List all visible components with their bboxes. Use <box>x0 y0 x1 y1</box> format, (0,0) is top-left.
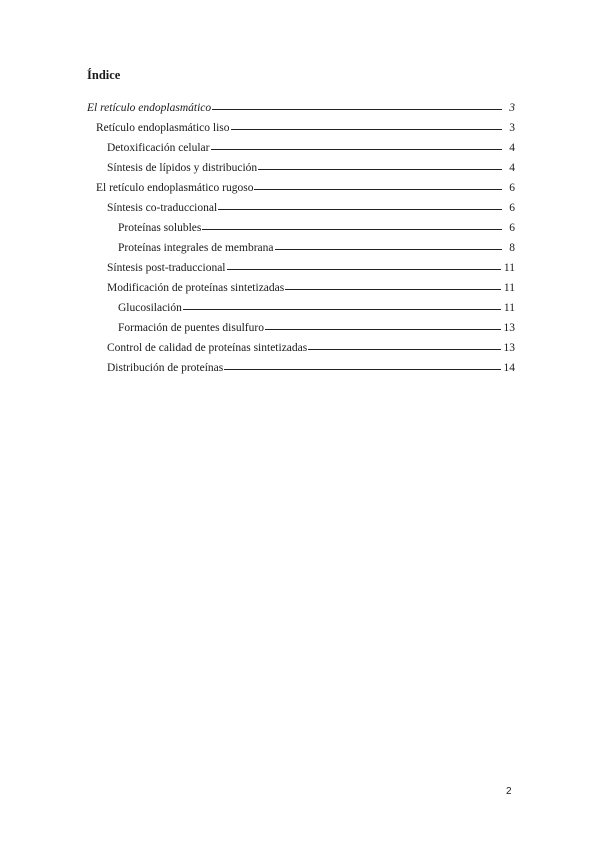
toc-entry[interactable] <box>87 314 515 334</box>
toc-entry-label: Proteínas integrales de membrana <box>118 242 274 254</box>
toc-leader-line <box>212 108 502 110</box>
toc-entry-page: 11 <box>503 282 515 294</box>
toc-entry-label: Modificación de proteínas sintetizadas <box>107 282 285 294</box>
toc-entry-label: El retículo endoplasmático <box>87 102 212 114</box>
toc-entry[interactable] <box>87 114 515 134</box>
toc-leader-line <box>308 348 500 350</box>
toc-entry[interactable] <box>87 234 515 254</box>
toc-entry-label: El retículo endoplasmático rugoso <box>96 182 254 194</box>
toc-leader-line <box>285 288 501 290</box>
toc-leader-line <box>218 208 502 210</box>
toc-leader-line <box>254 188 502 190</box>
toc-entry-label: Proteínas solubles <box>118 222 202 234</box>
toc-entry-page: 11 <box>503 262 515 274</box>
toc-entry[interactable] <box>87 214 515 234</box>
toc-entry-label: Síntesis de lípidos y distribución <box>107 162 258 174</box>
toc-entry-label: Control de calidad de proteínas sintetizadas <box>107 342 308 354</box>
toc-leader-line <box>231 128 502 130</box>
page-number: 2 <box>506 786 512 797</box>
toc-leader-line <box>265 328 501 330</box>
toc-entry[interactable] <box>87 94 515 114</box>
toc-leader-line <box>211 148 503 150</box>
toc-entry-page: 13 <box>503 342 515 354</box>
toc-leader-line <box>224 368 500 370</box>
toc-entry-page: 6 <box>509 202 515 214</box>
toc-entry-page: 8 <box>509 242 515 254</box>
toc-entry-page: 6 <box>509 182 515 194</box>
toc-entry[interactable] <box>87 154 515 174</box>
toc-leader-line <box>202 228 502 230</box>
toc-entry[interactable] <box>87 194 515 214</box>
toc-entry[interactable] <box>87 174 515 194</box>
toc-leader-line <box>183 308 501 310</box>
toc-entry-page: 13 <box>503 322 515 334</box>
toc-entry-page: 11 <box>503 302 515 314</box>
table-of-contents <box>87 94 515 374</box>
toc-entry-page: 6 <box>509 222 515 234</box>
toc-leader-line <box>227 268 501 270</box>
toc-entry-label: Distribución de proteínas <box>107 362 224 374</box>
toc-entry-page: 4 <box>509 162 515 174</box>
toc-entry-label: Glucosilación <box>118 302 182 314</box>
toc-entry-label: Formación de puentes disulfuro <box>118 322 264 334</box>
toc-leader-line <box>275 248 502 250</box>
toc-entry[interactable] <box>87 274 515 294</box>
toc-entry[interactable] <box>87 134 515 154</box>
toc-entry-label: Síntesis post-traduccional <box>107 262 226 274</box>
toc-entry[interactable] <box>87 254 515 274</box>
page-title: Índice <box>87 68 121 82</box>
toc-entry-label: Retículo endoplasmático liso <box>96 122 230 134</box>
toc-entry-label: Síntesis co-traduccional <box>107 202 218 214</box>
toc-entry-label: Detoxificación celular <box>107 142 210 154</box>
toc-entry-page: 4 <box>509 142 515 154</box>
toc-leader-line <box>258 168 502 170</box>
toc-entry-page: 3 <box>509 122 515 134</box>
toc-entry[interactable] <box>87 354 515 374</box>
toc-entry[interactable] <box>87 334 515 354</box>
toc-entry-page: 3 <box>509 102 515 114</box>
toc-entry-page: 14 <box>503 362 515 374</box>
toc-entry[interactable] <box>87 294 515 314</box>
